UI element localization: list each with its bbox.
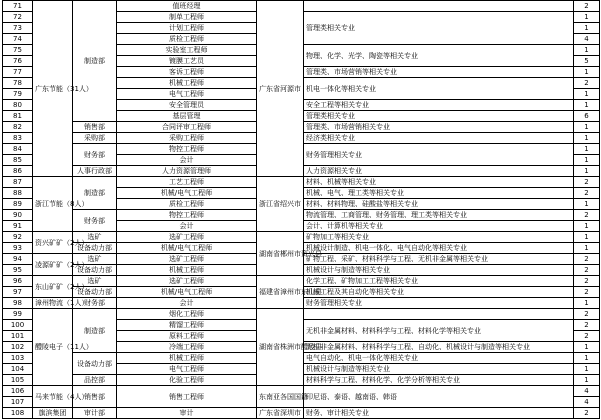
position: 原料工程师: [117, 331, 257, 342]
count: 1: [574, 100, 600, 111]
position: 机械工程师: [117, 265, 257, 276]
row-number: 99: [3, 309, 33, 320]
row-number: 94: [3, 254, 33, 265]
dept-hr: 人事行政部: [73, 166, 117, 177]
row-number: 100: [3, 320, 33, 331]
requirement: 人力资源相关专业: [304, 166, 574, 177]
row-number: 91: [3, 221, 33, 232]
requirement: 材料、材料物理、硅酸盐等相关专业: [304, 199, 574, 210]
count: 1: [574, 166, 600, 177]
requirement: [304, 309, 574, 320]
requirement: 管理类相关专业: [304, 12, 574, 45]
position: 镀膜工艺员: [117, 56, 257, 67]
row-number: 101: [3, 331, 33, 342]
count: 1: [574, 23, 600, 34]
position: 选矿工程师: [117, 276, 257, 287]
requirement: 会计、计算机等相关专业: [304, 221, 574, 232]
count: 1: [574, 67, 600, 78]
position: 物控工程师: [117, 144, 257, 155]
count: 2: [574, 177, 600, 188]
table-row: [3, 177, 600, 188]
requirement: 财务管理相关专业: [304, 298, 574, 309]
row-number: 75: [3, 45, 33, 56]
row-number: 87: [3, 177, 33, 188]
row-number: 103: [3, 353, 33, 364]
row-number: 79: [3, 89, 33, 100]
row-number: 74: [3, 34, 33, 45]
position: 客诉工程师: [117, 67, 257, 78]
row-number: 78: [3, 78, 33, 89]
count: 2: [574, 254, 600, 265]
count: 5: [574, 56, 600, 67]
row-number: 86: [3, 166, 33, 177]
row-number: 93: [3, 243, 33, 254]
count: 1: [574, 133, 600, 144]
company-zixing: 资兴矿矿（2人）: [33, 232, 73, 254]
dept-equipment: 设备动力部: [73, 265, 117, 276]
position: 机械工程师: [117, 353, 257, 364]
position: 机械/电气工程师: [117, 188, 257, 199]
requirement: 物理、化学、光学、陶瓷等相关专业: [304, 45, 574, 67]
table-row: [3, 386, 600, 397]
requirement: 矿物工程、采矿、材料科学与工程、无机非金属等相关专业: [304, 254, 574, 265]
count: 6: [574, 111, 600, 122]
count: 1: [574, 221, 600, 232]
count: 2: [574, 210, 600, 221]
company-liling: 醴陵电子（11人）: [33, 309, 73, 386]
table-row: [3, 309, 600, 320]
row-number: 76: [3, 56, 33, 67]
count: 1: [574, 364, 600, 375]
count: 1: [574, 45, 600, 56]
row-number: 71: [3, 1, 33, 12]
dept-mining: 选矿: [73, 232, 117, 243]
position: 机械/电气工程师: [117, 287, 257, 298]
table-row: [3, 232, 600, 243]
dept-sales: 销售部: [73, 386, 117, 408]
row-number: 81: [3, 111, 33, 122]
location-liling: 湖南省株洲市醴陵县: [257, 309, 304, 386]
requirement: [304, 1, 574, 12]
position: 工艺工程师: [117, 177, 257, 188]
requirement: 财务管理相关专业: [304, 144, 574, 166]
requirement: 机械设计与制造等相关专业: [304, 364, 574, 375]
count: 1: [574, 375, 600, 386]
count: 1: [574, 298, 600, 309]
location-zixing: 湖南省郴州市资兴县: [257, 232, 304, 276]
position: 会计: [117, 155, 257, 166]
dept-equipment: 设备动力部: [73, 353, 117, 375]
count: 2: [574, 331, 600, 342]
location-heyuan: 广东省河源市: [257, 1, 304, 177]
requirement: 材料科学与工程、材料化学、化学分析等相关专业: [304, 375, 574, 386]
position: 实验室工程师: [117, 45, 257, 56]
requirement: 机械、电气、理工类等相关专业: [304, 188, 574, 199]
row-number: 97: [3, 287, 33, 298]
requirement: 印尼语、泰语、越南语、韩语: [304, 386, 574, 408]
row-number: 83: [3, 133, 33, 144]
row-number: 105: [3, 375, 33, 386]
row-number: 80: [3, 100, 33, 111]
company-group: 旗滨集团: [33, 408, 73, 419]
position: 制单工程师: [117, 12, 257, 23]
dept-manufacturing: 制造部: [73, 1, 117, 122]
position: 选矿工程师: [117, 232, 257, 243]
row-number: 82: [3, 122, 33, 133]
position: 合同评审工程师: [117, 122, 257, 133]
requirement: 机械设计制造、机电一体化、电气自动化等相关专业: [304, 243, 574, 254]
dept-manufacturing: 制造部: [73, 309, 117, 353]
requirement: 物流管理、工商管理、财务管理、理工类等相关专业: [304, 210, 574, 221]
requirement: 安全工程等相关专业: [304, 100, 574, 111]
count: 4: [574, 34, 600, 45]
requirement: 无机非金属材料、材料科学与工程、材料化学等相关专业: [304, 320, 574, 342]
position: 基层管理: [117, 111, 257, 122]
position: 质检工程师: [117, 199, 257, 210]
requirement: 机电一体化等相关专业: [304, 78, 574, 100]
row-number: 90: [3, 210, 33, 221]
company-dongshan: 东山矿矿（2人）: [33, 276, 73, 298]
dept-finance: 财务部: [73, 210, 117, 232]
count: 1: [574, 144, 600, 155]
row-number: 73: [3, 23, 33, 34]
row-number: 72: [3, 12, 33, 23]
count: 1: [574, 243, 600, 254]
position: 会计: [117, 298, 257, 309]
requirement: 管理类、市场营销相关专业: [304, 122, 574, 133]
requirement: 化学工程、矿物加工工程等相关专业: [304, 276, 574, 287]
company-zhangzhou: 漳州物流（1人）: [33, 298, 73, 309]
company-malaysia: 马来节能（4人）: [33, 386, 73, 408]
position: 质检工程师: [117, 34, 257, 45]
dept-purchasing: 采购部: [73, 133, 117, 144]
row-number: 108: [3, 408, 33, 419]
position: 人力资源管理师: [117, 166, 257, 177]
count: 2: [574, 265, 600, 276]
row-number: 89: [3, 199, 33, 210]
company-lingyuan: 凌源矿矿（2人）: [33, 254, 73, 276]
position: 审计: [117, 408, 257, 419]
table-row: [3, 1, 600, 12]
row-number: 107: [3, 397, 33, 408]
position: 电气工程师: [117, 364, 257, 375]
count: 1: [574, 89, 600, 100]
position: 精馏工程师: [117, 320, 257, 331]
position: 机械/电气工程师: [117, 243, 257, 254]
count: 1: [574, 353, 600, 364]
row-number: 77: [3, 67, 33, 78]
location-shaoxing: 浙江省绍兴市: [257, 177, 304, 232]
count: 1: [574, 199, 600, 210]
count: 4: [574, 386, 600, 397]
row-number: 104: [3, 364, 33, 375]
row-number: 85: [3, 155, 33, 166]
position: 电气工程师: [117, 89, 257, 100]
position: 采购工程师: [117, 133, 257, 144]
requirement: 电气自动化、机电一体化等相关专业: [304, 353, 574, 364]
count: 1: [574, 155, 600, 166]
row-number: 102: [3, 342, 33, 353]
count: 1: [574, 12, 600, 23]
row-number: 95: [3, 265, 33, 276]
requirement: 管理类相关专业: [304, 111, 574, 122]
position: 冷端工程师: [117, 342, 257, 353]
dept-equipment: 设备动力部: [73, 243, 117, 254]
dept-quality: 品控部: [73, 375, 117, 386]
requirement: 财务、审计相关专业: [304, 408, 574, 419]
count: 2: [574, 408, 600, 419]
position: 会计: [117, 221, 257, 232]
position: 化验工程师: [117, 375, 257, 386]
row-number: 84: [3, 144, 33, 155]
position: 销售工程师: [117, 386, 257, 408]
dept-mining: 选矿: [73, 276, 117, 287]
dept-mining: 选矿: [73, 254, 117, 265]
position: 选矿工程师: [117, 254, 257, 265]
count: 1: [574, 342, 600, 353]
row-number: 92: [3, 232, 33, 243]
requirement: 经济类相关专业: [304, 133, 574, 144]
location-zhangzhou-dongshan: 福建省漳州市东山县: [257, 276, 304, 309]
dept-finance: 财务部: [73, 144, 117, 166]
row-number: 96: [3, 276, 33, 287]
dept-manufacturing: 制造部: [73, 177, 117, 210]
row-number: 88: [3, 188, 33, 199]
requirement: 管理类、市场营销等相关专业: [304, 67, 574, 78]
table-row: [3, 276, 600, 287]
count: 2: [574, 309, 600, 320]
location-southeast-asia: 东南亚各国国籍: [257, 386, 304, 408]
position: 物控工程师: [117, 210, 257, 221]
requirement: 无机非金属材料、材料科学与工程、自动化、机械设计与制造等相关专业: [304, 342, 574, 353]
requirement: 材料、机械等相关专业: [304, 177, 574, 188]
count: 2: [574, 287, 600, 298]
position: 烟化工程师: [117, 309, 257, 320]
position: 值班经理: [117, 1, 257, 12]
count: 2: [574, 188, 600, 199]
dept-finance: 财务部: [73, 298, 117, 309]
count: 2: [574, 1, 600, 12]
dept-audit: 审计部: [73, 408, 117, 419]
company-zhejiang: 浙江节能（8人）: [33, 177, 73, 232]
table-row: [3, 408, 600, 419]
requirement: 机械工程及其自动化等相关专业: [304, 287, 574, 298]
requirement: 机械设计与制造等相关专业: [304, 265, 574, 276]
position: 安全管理员: [117, 100, 257, 111]
row-number: 98: [3, 298, 33, 309]
requirement: 矿物加工等相关专业: [304, 232, 574, 243]
count: 2: [574, 78, 600, 89]
count: 1: [574, 122, 600, 133]
count: 1: [574, 232, 600, 243]
dept-equipment: 设备动力部: [73, 287, 117, 298]
company-guangdong: 广东节能（31人）: [33, 1, 73, 177]
dept-sales: 销售部: [73, 122, 117, 133]
location-shenzhen: 广东省深圳市: [257, 408, 304, 419]
recruitment-table: [2, 0, 600, 419]
row-number: 106: [3, 386, 33, 397]
count: 2: [574, 320, 600, 331]
position: 计划工程师: [117, 23, 257, 34]
position: 机械工程师: [117, 78, 257, 89]
count: 4: [574, 397, 600, 408]
count: 2: [574, 276, 600, 287]
